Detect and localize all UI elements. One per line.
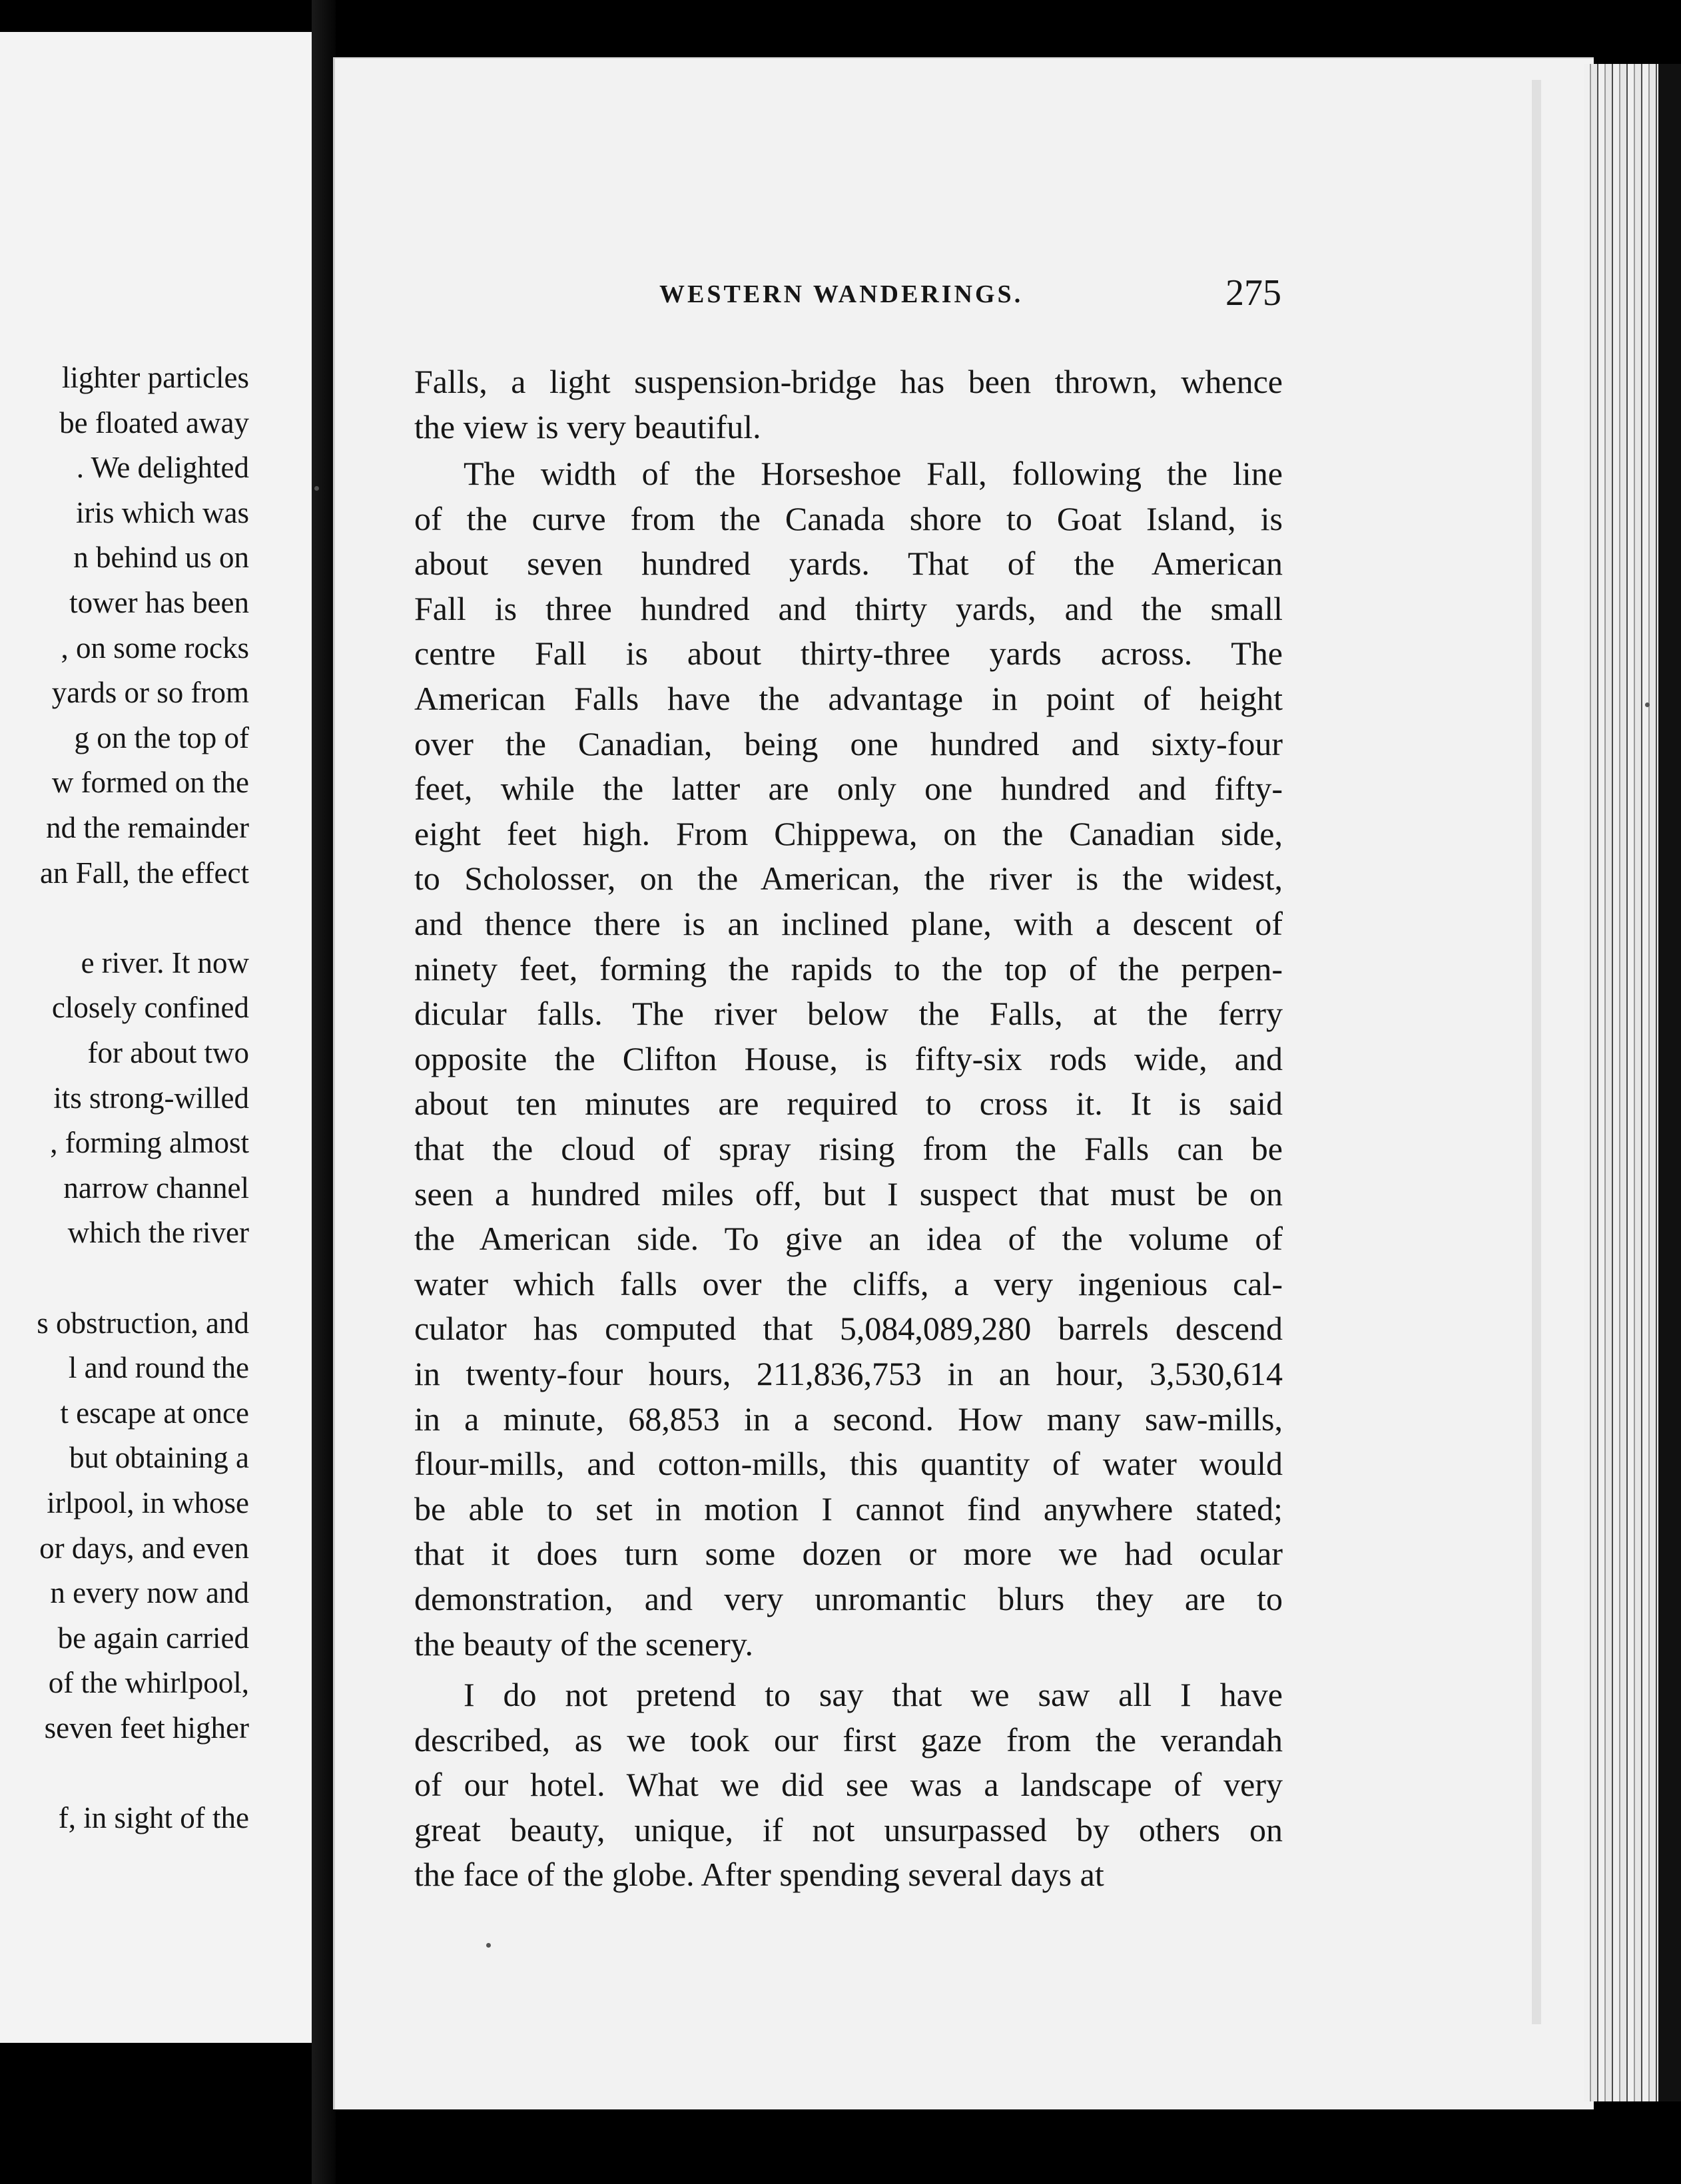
text-line: the beauty of the scenery. (414, 1627, 754, 1663)
left-page-line: , on some rocks (61, 631, 249, 665)
left-page-line: f, in sight of the (58, 1801, 249, 1835)
text-line: of the curve from the Canada shore to Goat Island, is (414, 501, 1283, 537)
left-page-line: be again carried (57, 1621, 249, 1655)
left-page-line: which the river (67, 1216, 249, 1250)
left-page-line: closely confined (51, 991, 249, 1025)
page-edge-shadow (1532, 80, 1541, 2024)
left-page-line: n every now and (50, 1576, 249, 1610)
ink-speck (486, 1943, 491, 1948)
text-line: over the Canadian, being one hundred and sixty-four (414, 726, 1283, 762)
text-line: The width of the Horseshoe Fall, following the line (464, 457, 1283, 492)
text-line: of our hotel. What we did see was a landscape of very (414, 1768, 1283, 1804)
text-line: to Scholosser, on the American, the river is the widest, (414, 862, 1283, 898)
left-page-line: , forming almost (50, 1126, 249, 1160)
text-line: that it does turn some dozen or more we had ocular (414, 1537, 1283, 1573)
left-page-line: g on the top of (74, 720, 249, 754)
left-page-line: an Fall, the effect (39, 856, 249, 890)
left-page-line: n behind us on (73, 541, 249, 575)
text-line: great beauty, unique, if not unsurpassed by others on (414, 1812, 1283, 1848)
text-line: American Falls have the advantage in point of height (414, 682, 1283, 717)
text-line: about ten minutes are required to cross it. It is said (414, 1087, 1283, 1123)
text-line: centre Fall is about thirty-three yards across. The (414, 637, 1283, 673)
left-page-line: l and round the (68, 1351, 249, 1385)
left-page-line: e river. It now (81, 946, 249, 979)
book-gutter (312, 0, 336, 2184)
text-line: the face of the globe. After spending several days at (414, 1858, 1104, 1894)
left-page-line: be floated away (59, 406, 249, 439)
left-page-line: irlpool, in whose (47, 1486, 249, 1519)
left-page-line: w formed on the (51, 766, 249, 800)
left-page-line: t escape at once (60, 1396, 249, 1430)
running-head: WESTERN WANDERINGS. (659, 280, 1024, 308)
fore-edge-shadow (1658, 64, 1681, 2101)
ink-speck (1645, 702, 1650, 707)
page-number: 275 (1225, 272, 1281, 314)
left-page-line: or days, and even (39, 1531, 249, 1565)
left-page-line: iris which was (76, 495, 249, 529)
left-page-fragment (0, 32, 314, 2043)
text-line: ninety feet, forming the rapids to the top of the perpen- (414, 952, 1283, 987)
text-line: in a minute, 68,853 in a second. How many saw-mills, (414, 1402, 1283, 1438)
left-page-line: of the whirlpool, (48, 1666, 249, 1700)
text-line: Fall is three hundred and thirty yards, and the small (414, 591, 1283, 627)
text-line: dicular falls. The river below the Falls, at the ferry (414, 997, 1283, 1033)
left-page-line: its strong-willed (53, 1081, 249, 1115)
left-page-line: lighter particles (61, 361, 249, 394)
left-page-line: tower has been (69, 586, 249, 619)
page-stack-fore-edge (1584, 64, 1670, 2101)
left-page-line: nd the remainder (46, 811, 249, 844)
text-line: described, as we took our first gaze from the verandah (414, 1723, 1283, 1759)
left-page-line: . We delighted (76, 451, 249, 485)
text-line: about seven hundred yards. That of the American (414, 547, 1283, 583)
text-line: Falls, a light suspension-bridge has been thrown, whence (414, 365, 1283, 400)
text-line: culator has computed that 5,084,089,280 barrels descend (414, 1312, 1283, 1348)
text-line: opposite the Clifton House, is fifty-six rods wide, and (414, 1041, 1283, 1077)
left-page-line: narrow channel (63, 1171, 249, 1205)
text-line: seen a hundred miles off, but I suspect that must be on (414, 1177, 1283, 1213)
text-line: the view is very beautiful. (414, 410, 761, 445)
left-page-line: yards or so from (51, 676, 249, 710)
text-line: feet, while the latter are only one hundred and fifty- (414, 772, 1283, 808)
text-line: in twenty-four hours, 211,836,753 in an hour, 3,530,614 (414, 1357, 1283, 1392)
ink-speck (314, 486, 319, 491)
text-line: eight feet high. From Chippewa, on the Canadian side, (414, 816, 1283, 852)
text-line: that the cloud of spray rising from the Falls can be (414, 1132, 1283, 1167)
text-line: I do not pretend to say that we saw all I have (464, 1678, 1283, 1713)
text-line: and thence there is an inclined plane, with a descent of (414, 907, 1283, 942)
text-line: the American side. To give an idea of the volume of (414, 1222, 1283, 1258)
left-page-line: s obstruction, and (37, 1306, 249, 1340)
text-line: water which falls over the cliffs, a very ingenious cal- (414, 1266, 1283, 1302)
text-line: demonstration, and very unromantic blurs they are to (414, 1582, 1283, 1617)
left-page-line: for about two (87, 1036, 249, 1069)
left-page-line: but obtaining a (69, 1441, 249, 1475)
left-page-line: seven feet higher (44, 1711, 249, 1745)
text-line: be able to set in motion I cannot find anywhere stated; (414, 1492, 1283, 1527)
text-line: flour-mills, and cotton-mills, this quantity of water would (414, 1447, 1283, 1483)
